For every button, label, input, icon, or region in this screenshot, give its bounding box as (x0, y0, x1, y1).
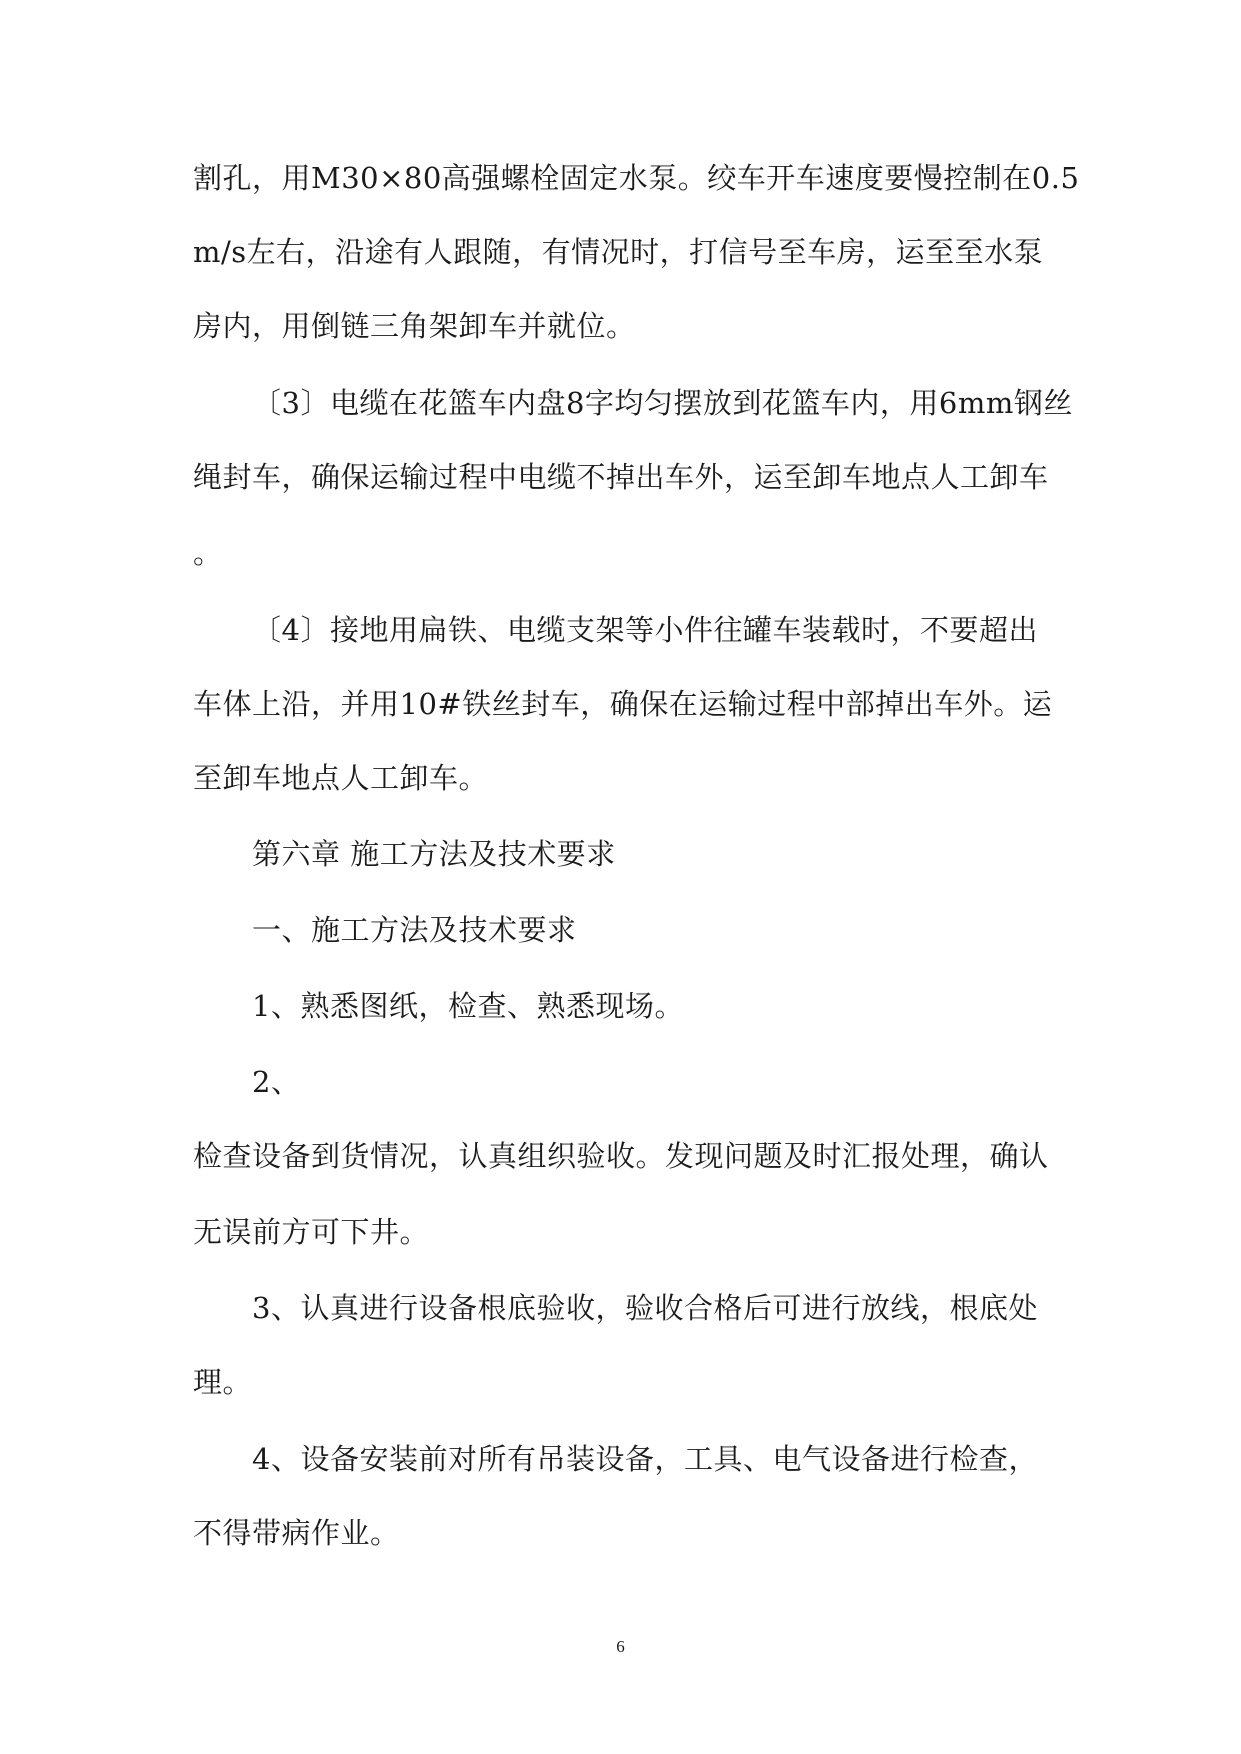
text-line: 2、 (252, 1065, 301, 1099)
text-line: 车体上沿，并用10#铁丝封车，确保在运输过程中部掉出车外。运 (193, 687, 1053, 721)
text-line: 4、设备安装前对所有吊装设备，工具、电气设备进行检查， (252, 1442, 1038, 1476)
text-line: 理。 (193, 1365, 253, 1399)
text-line: 不得带病作业。 (193, 1516, 400, 1550)
text-line: 房内，用倒链三角架卸车并就位。 (193, 309, 636, 343)
text-line: 〔3〕电缆在花篮车内盘8字均匀摆放到花篮车内，用6mm钢丝 (252, 386, 1073, 420)
text-line: 1、熟悉图纸，检查、熟悉现场。 (252, 989, 684, 1023)
text-line: 检查设备到货情况，认真组织验收。发现问题及时汇报处理，确认 (193, 1139, 1049, 1173)
text-line: 绳封车，确保运输过程中电缆不掉出车外，运至卸车地点人工卸车 (193, 460, 1049, 494)
text-line: 无误前方可下井。 (193, 1215, 430, 1249)
chapter-heading: 第六章 施工方法及技术要求 (252, 837, 616, 871)
text-line: m/s左右，沿途有人跟随，有情况时，打信号至车房，运至至水泵 (193, 235, 1044, 269)
text-line: 3、认真进行设备根底验收，验收合格后可进行放线，根底处 (252, 1291, 1038, 1325)
text-line: 〔4〕接地用扁铁、电缆支架等小件往罐车装载时，不要超出 (252, 613, 1038, 647)
page-number: 6 (616, 1637, 625, 1656)
text-line: 割孔，用M30×80高强螺栓固定水泵。绞车开车速度要慢控制在0.5 (193, 161, 1080, 195)
section-heading: 一、施工方法及技术要求 (252, 913, 577, 947)
text-line: 。 (193, 536, 223, 570)
text-line: 至卸车地点人工卸车。 (193, 761, 489, 795)
